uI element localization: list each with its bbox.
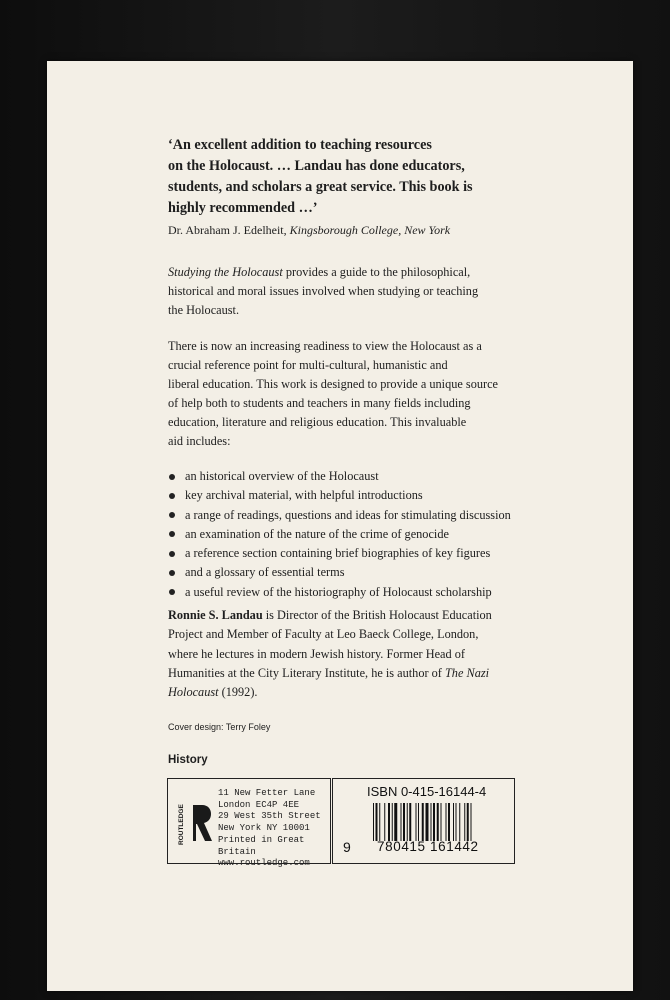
barcode-bar: [407, 803, 408, 841]
feature-item: a range of readings, questions and ideas for stimulating discussion: [168, 506, 598, 525]
barcode-bar: [379, 803, 380, 841]
bio-line: Project and Member of Faculty at Leo Baeck College, London,: [168, 627, 479, 642]
barcode-bar: [431, 803, 432, 841]
address-line: Printed in Great Britain: [218, 834, 305, 857]
bio-line: Ronnie S. Landau is Director of the British Holocaust Education: [168, 608, 492, 623]
feature-item: key archival material, with helpful introductions: [168, 486, 598, 505]
description-line: liberal education. This work is designed to provide a unique source: [168, 377, 498, 391]
address-line: 29 West 35th Street: [218, 811, 321, 822]
address-line: London EC4P 4EE: [218, 799, 300, 810]
barcode-bar: [418, 803, 419, 841]
description-line: education, literature and religious education. This invaluable: [168, 415, 467, 429]
other-book-title-cont: Holocaust: [168, 685, 219, 700]
barcode-bar: [456, 803, 457, 841]
book-title: Studying the Holocaust: [168, 265, 283, 279]
subject-category: History: [168, 753, 208, 766]
barcode-bar: [453, 803, 454, 841]
barcode-bar: [426, 803, 429, 841]
barcode-bar: [467, 803, 469, 841]
barcode-lead-digit: 9: [343, 839, 351, 855]
review-quote: [168, 135, 598, 219]
description-line: crucial reference point for multi-cultural, humanistic and: [168, 358, 448, 372]
author-name: Ronnie S. Landau: [168, 608, 263, 623]
isbn-number: ISBN 0-415-16144-4: [367, 784, 487, 799]
barcode-bar: [437, 803, 439, 841]
bio-line: where he lectures in modern Jewish history. Former Head of: [168, 646, 465, 661]
barcode-bar: [409, 803, 411, 841]
description-line: of help both to students and teachers in many fields including: [168, 396, 471, 410]
quote-line: students, and scholars a great service. This book is: [168, 179, 473, 195]
description-paragraph: [168, 337, 598, 451]
description-line: aid includes:: [168, 434, 231, 448]
publisher-website: www.routledge.com: [218, 858, 310, 869]
feature-list: [168, 467, 598, 602]
author-bio: [168, 606, 598, 702]
quote-line: highly recommended …’: [168, 200, 318, 216]
barcode-bar: [401, 803, 402, 841]
barcode-bar: [373, 803, 374, 841]
barcode-bar: [392, 803, 393, 841]
description-line: There is now an increasing readiness to view the Holocaust as a: [168, 339, 482, 353]
summary-paragraph: [168, 263, 598, 320]
address-line: 11 New Fetter Lane: [218, 788, 316, 798]
feature-item: an examination of the nature of the crime of genocide: [168, 525, 598, 544]
summary-line: the Holocaust.: [168, 303, 240, 317]
cover-text-block: [168, 135, 598, 766]
barcode-icon: [373, 803, 507, 841]
isbn-barcode-box: [332, 778, 515, 864]
routledge-logo-icon: [178, 799, 212, 847]
quote-affiliation: Kingsborough College, New York: [289, 223, 451, 237]
summary-line: Studying the Holocaust provides a guide to the philosophical,: [168, 265, 471, 279]
barcode-bar: [384, 803, 385, 841]
barcode-digits: 780415 161442: [377, 839, 479, 854]
barcode-bar: [422, 803, 424, 841]
barcode-bar: [403, 803, 405, 841]
quote-line: ‘An excellent addition to teaching resources: [168, 137, 432, 153]
publisher-imprint-box: [167, 778, 331, 869]
barcode-bar: [388, 803, 390, 841]
bio-line: Humanities at the City Literary Institute, he is author of The Nazi: [168, 665, 490, 680]
barcode-bar: [448, 803, 450, 841]
quote-line: on the Holocaust. … Landau has done educators,: [168, 158, 465, 174]
feature-item: an historical overview of the Holocaust: [168, 467, 598, 486]
address-line: New York NY 10001: [218, 823, 310, 834]
publisher-address: [218, 788, 330, 870]
summary-line: historical and moral issues involved when studying or teaching: [168, 284, 479, 298]
feature-item-continuation: and a glossary of essential terms: [168, 563, 598, 582]
quote-author: Dr. Abraham J. Edelheit,: [168, 223, 287, 237]
other-book-title: The Nazi: [444, 665, 490, 680]
logo-wordmark: ROUTLEDGE: [178, 804, 185, 845]
barcode-bar: [446, 803, 447, 841]
barcode-bar: [433, 803, 435, 841]
barcode-bar: [471, 803, 472, 841]
bio-line: Holocaust (1992).: [168, 685, 258, 700]
barcode-bar: [459, 803, 460, 841]
barcode-bar: [441, 803, 442, 841]
feature-item: a useful review of the historiography of Holocaust scholarship: [168, 583, 598, 602]
barcode-bar: [464, 803, 465, 841]
feature-item: a reference section containing brief biographies of key figures: [168, 544, 598, 563]
cover-design-credit: Cover design: Terry Foley: [168, 721, 271, 732]
barcode-bar: [394, 803, 397, 841]
quote-attribution: [168, 221, 598, 239]
barcode-bar: [416, 803, 417, 841]
barcode-bar: [376, 803, 378, 841]
